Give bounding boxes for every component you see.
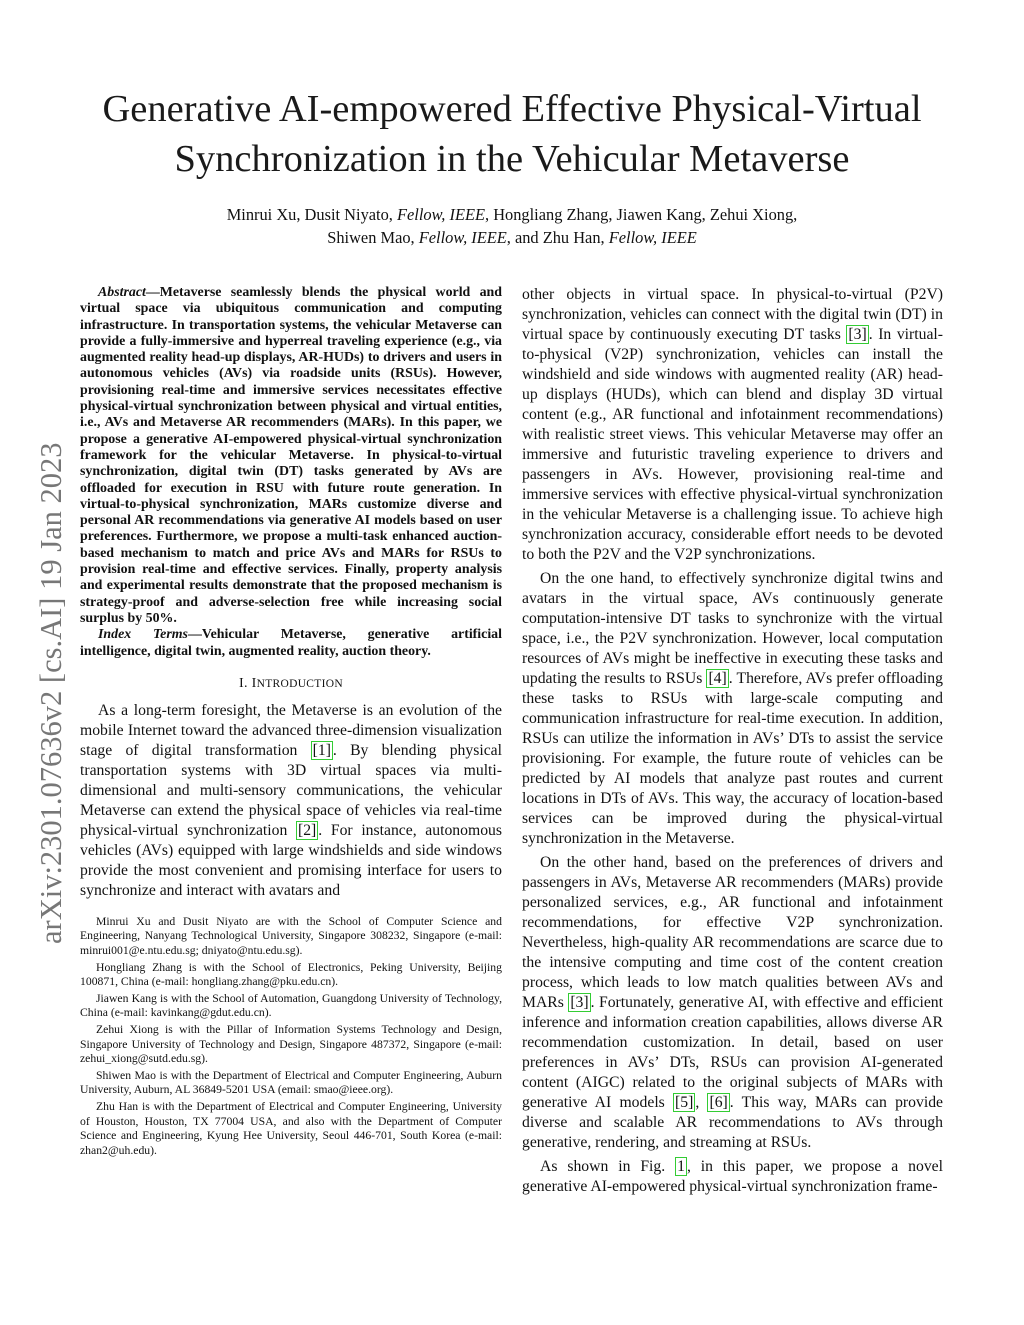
abstract (80, 285, 502, 660)
abstract-text: —Metaverse seamlessly blends the physical world and virtual space via ubiquitous communication and computing infrastructure. In transportation systems, the vehicular Metaverse can provide a fully-immersive and hyperreal traveling experience (e.g., via augmented reality head-up displays, AR-HUDs) to drivers and users in autonomous vehicles (AVs) via roadside units (RSUs). However, provisioning real-time and immersive services necessitates effective physical-virtual synchronization between physical and virtual entities, i.e., AVs and Metaverse AR recommenders (MARs). In this paper, we propose a generative AI-empowered physical-virtual synchronization framework for the vehicular Metaverse. In physical-to-virtual synchronization, digital twin (DT) tasks generated by AVs are offloaded for execution in RSU with future route generation. In virtual-to-physical synchronization, MARs customize diverse and personal AR recommendations via generative AI models based on user preferences. Furthermore, we propose a multi-task enhanced auction-based mechanism to match and price AVs and MARs for RSUs to provision real-time and effective services. Finally, property analysis and experimental results demonstrate that the proposed mechanism is strategy-proof and adverse-selection free while increasing social surplus by 50%. (80, 285, 502, 626)
author-list (110, 203, 914, 249)
author-fellow-title: Fellow, IEEE (397, 205, 485, 224)
index-terms-label: Index Terms (98, 627, 188, 643)
affiliation-footnotes (80, 915, 502, 1159)
author-line-1 (110, 203, 914, 226)
text-run: . In virtual-to-physical (V2P) synchronization, vehicles can install the windshield and side windows with augmented reality (AR) head-up displays (HUDs), which can blend and display 3D virtual content (e.g., AR functional and infotainment recommendations) with realistic street views. This vehicular Metaverse may offer an immersive and futuristic traveling experience to drivers and passengers in AVs. However, provisioning real-time and immersive services with effective physical-virtual synchronization in the vehicular Metaverse is a challenging issue. To achieve high synchronization accuracy, considerable effort needs to be devoted to both the P2V and the V2P synchronizations. (522, 326, 943, 563)
title-line-1: Generative AI-empowered Effective Physical-Virtual (102, 88, 922, 130)
text-run: , (695, 1094, 708, 1111)
footnote: Shiwen Mao is with the Department of Electrical and Computer Engineering, Auburn University, Auburn, AL 36849-5201 USA (email: smao@ieee.org). (80, 1068, 502, 1097)
citation-link[interactable]: [3] (848, 326, 867, 343)
text-run: As a long-term foresight, the Metaverse is an evolution of the mobile Internet toward the advanced three-dimension visualization stage of digital transformation (80, 701, 502, 759)
intro-paragraph-4 (522, 1157, 943, 1197)
abstract-label: Abstract (98, 285, 146, 300)
section-heading-introduction (80, 675, 502, 693)
intro-paragraph-continued (522, 285, 943, 565)
citation-link[interactable]: [2] (297, 821, 317, 839)
section-numeral: I. (239, 675, 248, 691)
text-run: On the other hand, based on the preferences of drivers and passengers in AVs, Metaverse AR recommenders (MARs) provide personalized services, e.g., AR functional and infotainment recommendations, for effective V2P synchronization. Nevertheless, high-quality AR recommendations are scarce due to the intensive computing and time cost of the content creation process, which leads to low match qualities between AVs and MARs (522, 854, 943, 1011)
introduction-body-right (522, 285, 943, 1197)
text-run: . For instance, autonomous vehicles (AVs) equipped with large windshields and side windows provide the most convenient and promising interface for users to synchronize and interact with avatars and (80, 821, 502, 899)
footnote: Hongliang Zhang is with the School of Electronics, Peking University, Beijing 100871, China (e-mail: hongliang.zhang@pku.edu.cn). (80, 960, 502, 989)
author-names: , and Zhu Han, (506, 228, 605, 247)
intro-paragraph-1 (80, 701, 502, 901)
introduction-body-left (80, 701, 502, 901)
author-fellow-title: Fellow, IEEE (608, 228, 697, 247)
text-run: , in this paper, we propose a novel generative AI-empowered physical-virtual synchronization frame- (522, 1158, 943, 1195)
footnote: Zehui Xiong is with the Pillar of Information Systems Technology and Design, Singapore University of Technology and Design, Singapore 487372, Singapore (e-mail: zehui_xiong@sutd.edu.sg). (80, 1022, 502, 1066)
text-run: . This way, MARs can provide diverse and scalable AR recommendations to AVs through generative, rendering, and streaming at RSUs. (522, 1094, 944, 1151)
paper-title (60, 84, 964, 184)
arxiv-identifier: arXiv:2301.07636v2 [cs.AI] 19 Jan 2023 (34, 442, 68, 944)
figure-link[interactable]: 1 (677, 1158, 685, 1175)
citation-link[interactable]: [4] (708, 670, 727, 687)
citation-link[interactable]: [3] (570, 994, 589, 1011)
section-first-letter: I (251, 675, 257, 691)
author-fellow-title: Fellow, IEEE (418, 228, 507, 247)
text-run: . Therefore, AVs prefer offloading these tasks to RSUs with large-scale computing and communication infrastructure for real-time execution. In addition, RSUs can utilize the information in AVs’ DTs to assist the service provisioning. For example, the future route of vehicles can be predicted by AI models that analyze past routes and current locations in DTs of AVs. This way, the accuracy of location-based services can be improved during the physical-virtual synchronization in the Metaverse. (522, 670, 943, 847)
intro-paragraph-3 (522, 853, 943, 1153)
index-terms-text: —Vehicular Metaverse, generative artificial intelligence, digital twin, augmented reality, auction theory. (80, 627, 502, 659)
text-run: other objects in virtual space. In physical-to-virtual (P2V) synchronization, vehicles can connect with the digital twin (DT) in virtual space by continuously executing DT tasks (522, 286, 943, 343)
text-run: On the one hand, to effectively synchronize digital twins and avatars in the virtual space, AVs continuously generate computation-intensive DT tasks to synchronize with the virtual space, i.e., the P2V synchronization. However, local computation resources of AVs might be ineffective in executing these tasks and updating the results to RSUs (522, 570, 943, 687)
text-run: As shown in Fig. (540, 1158, 676, 1175)
author-names: , Hongliang Zhang, Jiawen Kang, Zehui Xiong, (485, 205, 798, 224)
footnote: Zhu Han is with the Department of Electrical and Computer Engineering, University of Houston, Houston, TX 77004 USA, and also with the Department of Computer Science and Engineering, Kyung Hee University, Seoul 446-701, South Korea (e-mail: zhan2@uh.edu). (80, 1099, 502, 1157)
intro-paragraph-2 (522, 569, 943, 849)
section-title-rest: NTRODUCTION (256, 677, 343, 690)
right-column (522, 285, 943, 1197)
footnote: Minrui Xu and Dusit Niyato are with the School of Computer Science and Engineering, Nanyang Technological University, Singapore 308232, Singapore (e-mail: minrui001@e.ntu.edu.sg; dniyato@ntu.edu.sg). (80, 914, 502, 958)
author-names: Shiwen Mao, (327, 228, 415, 247)
abstract-paragraph (80, 285, 502, 627)
citation-link[interactable]: [1] (312, 741, 331, 759)
index-terms (80, 627, 502, 660)
footnote: Jiawen Kang is with the School of Automation, Guangdong University of Technology, China (e-mail: kavinkang@gdut.edu.cn). (80, 991, 502, 1020)
citation-link[interactable]: [6] (709, 1094, 728, 1111)
text-run: . By blending physical transportation systems with 3D virtual spaces via multi-dimensional and multi-sensory communications, the vehicular Metaverse can extend the physical space of vehicles via real-time physical-virtual synchronization (80, 741, 502, 839)
text-run: . Fortunately, generative AI, with effective and efficient inference and information creation capabilities, allows diverse AR recommendation customization. In detail, based on user preferences in AVs’ DTs, RSUs can provision AI-generated content (AIGC) related to the original subjects of MARs with generative AI models (522, 994, 943, 1111)
left-column (80, 285, 502, 1158)
title-line-2: Synchronization in the Vehicular Metaverse (174, 138, 850, 180)
author-names: Minrui Xu, Dusit Niyato, (226, 205, 393, 224)
author-line-2 (110, 226, 914, 249)
citation-link[interactable]: [5] (675, 1094, 694, 1111)
